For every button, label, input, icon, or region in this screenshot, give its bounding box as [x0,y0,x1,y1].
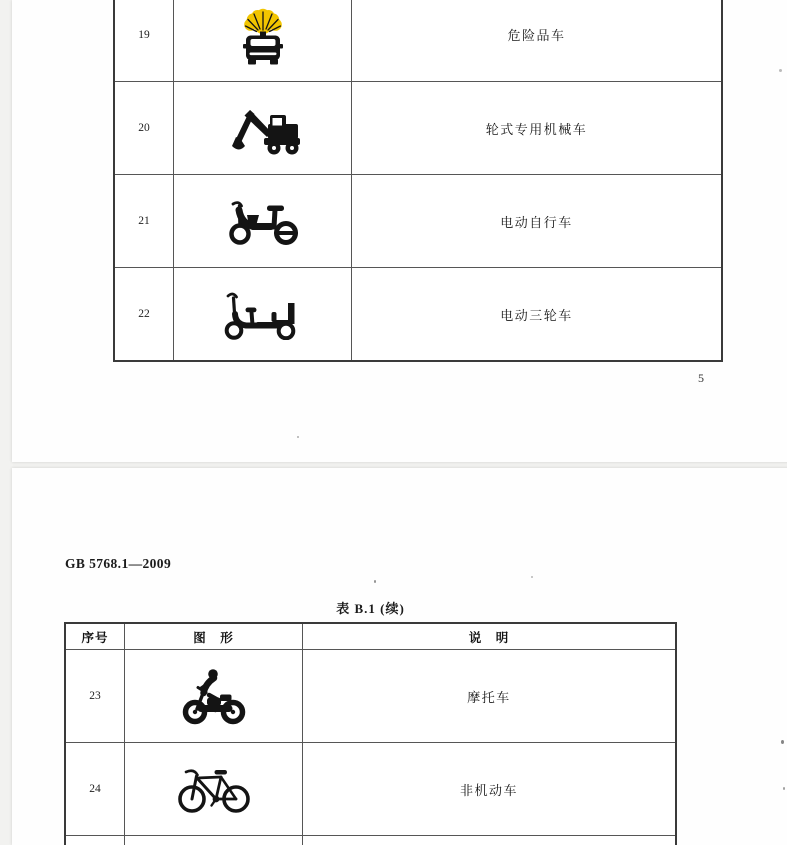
header-figure: 图 形 [124,624,303,649]
table-title: 表 B.1 (续) [336,601,405,616]
cell-description: 电动三轮车 [500,307,573,323]
header-description: 说 明 [468,630,510,645]
hazardous-goods-vehicle-icon [173,0,352,81]
standard-code: GB 5768.1—2009 [65,556,172,571]
cell-no: 19 [138,28,150,41]
page-6 [12,468,787,845]
cell-no: 24 [89,783,101,795]
cell-figure [124,836,303,845]
table-row [115,81,721,174]
cell-description: 非机动车 [459,782,518,798]
page-number: 5 [698,371,704,385]
cell-no: 23 [89,690,101,702]
table-row [66,742,675,835]
cell-description: 轮式专用机械车 [485,121,588,137]
cell-description: 摩托车 [467,689,511,705]
wheeled-machinery-vehicle-icon [173,82,352,174]
scan-speckle [783,787,785,790]
cell-no: 22 [138,308,150,320]
scan-speckle [297,436,299,438]
table-row [66,649,675,742]
table-row [115,267,721,360]
scan-speckle [374,580,376,583]
table-row [115,0,721,81]
electric-bicycle-icon [173,175,352,267]
table-row-partial [66,835,675,845]
vehicle-symbol-table-page6 [64,622,677,845]
cell-no: 20 [138,122,150,134]
cell-description [303,836,675,845]
table-row [115,174,721,267]
header-no: 序号 [81,630,109,645]
electric-tricycle-icon [173,268,352,360]
scan-speckle [781,740,784,744]
cell-no [66,836,124,845]
cell-description: 危险品车 [507,28,566,43]
scan-speckle [779,69,782,72]
table-header-row [66,624,675,649]
cell-description: 电动自行车 [500,214,573,230]
vehicle-symbol-table-page5 [113,0,723,362]
page-5 [12,0,787,462]
cell-no: 21 [138,215,150,227]
motorcycle-icon [124,650,303,742]
non-motor-vehicle-icon [124,743,303,835]
scan-speckle [531,576,533,578]
